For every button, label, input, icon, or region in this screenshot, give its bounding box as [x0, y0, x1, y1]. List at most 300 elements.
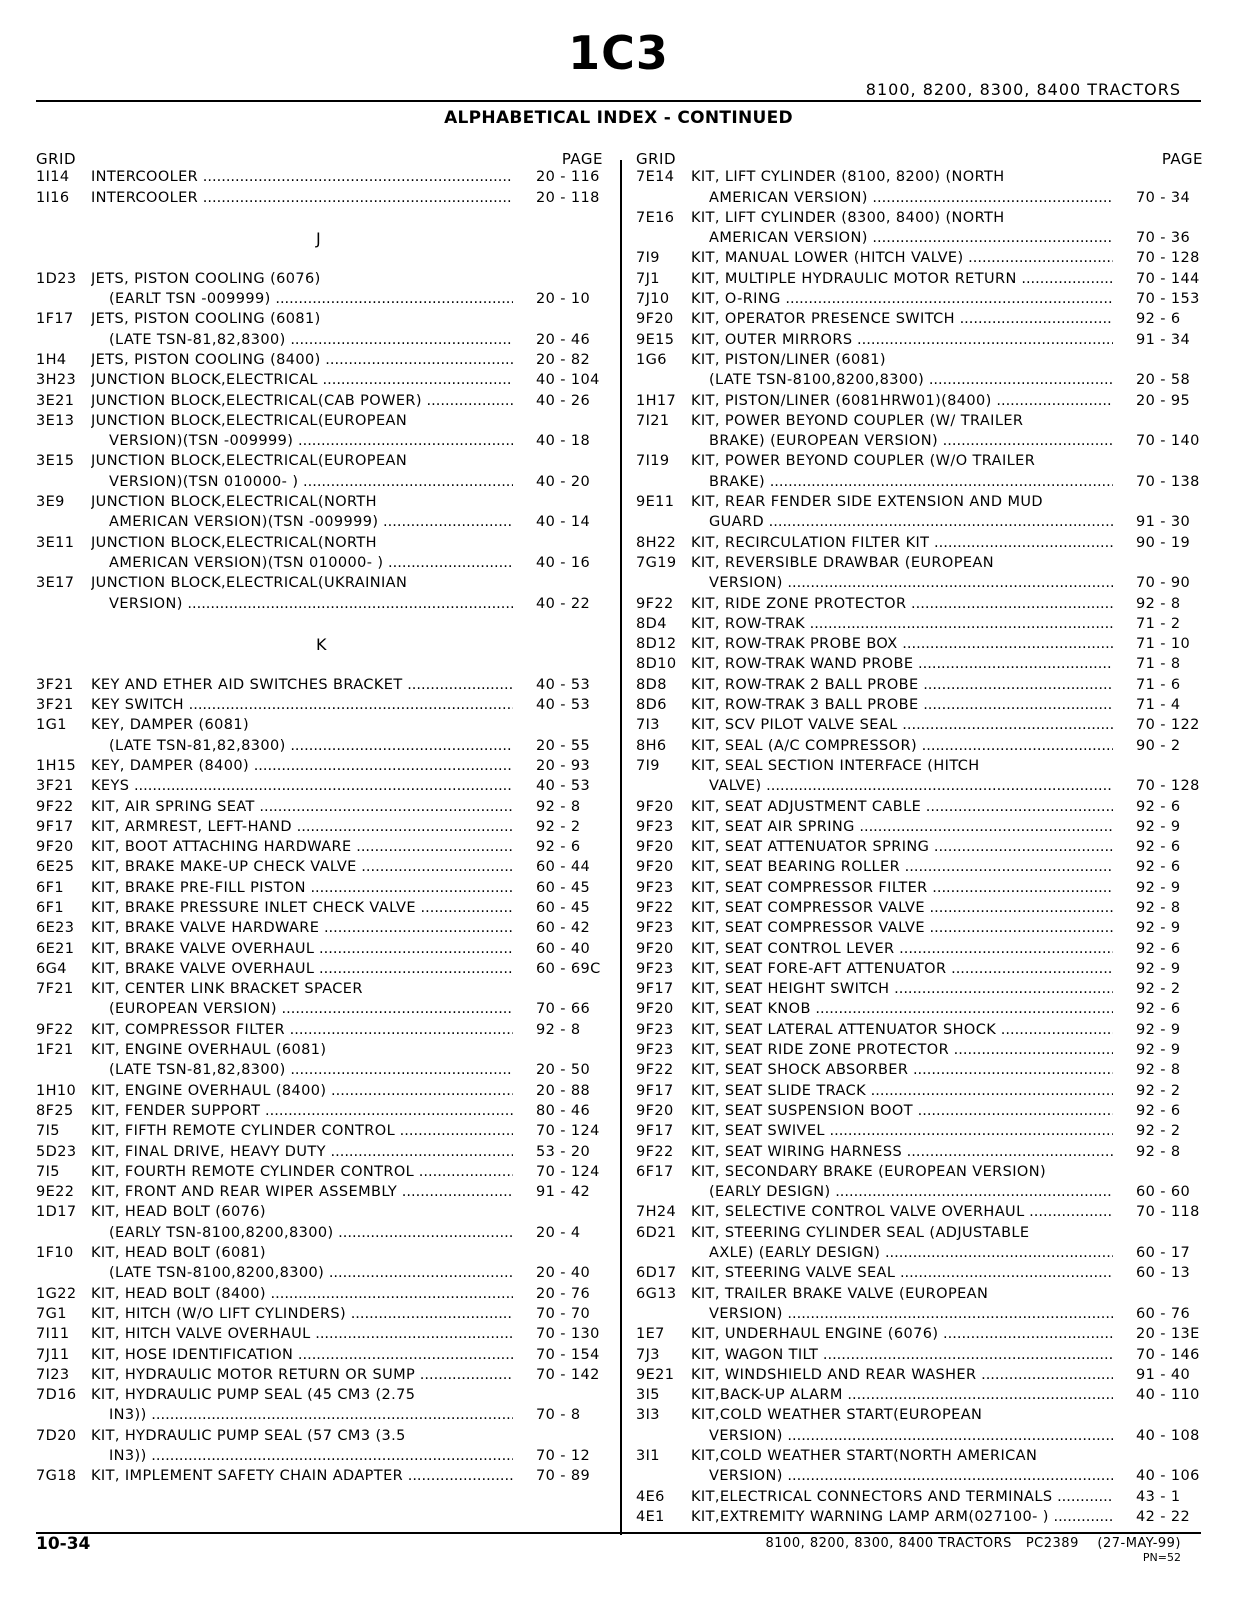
- entry-title: JETS, PISTON COOLING (6076): [91, 270, 321, 287]
- index-entry: [36, 1041, 603, 1061]
- index-entry: [36, 919, 603, 939]
- entry-title: IN3)) .....: [109, 1407, 513, 1423]
- entry-title: (LATE TSN-8100,8200,8300) .....: [709, 372, 1113, 388]
- grid-ref: 6E25: [36, 859, 75, 876]
- grid-ref: 1G6: [636, 351, 667, 368]
- grid-ref: 1H10: [36, 1082, 77, 1099]
- index-entry: [36, 696, 603, 716]
- index-entry: [636, 412, 1203, 432]
- entry-title: (LATE TSN-81,82,8300) .....: [109, 332, 513, 348]
- entry-title: KIT, SEAT AIR SPRING .....: [691, 819, 1113, 835]
- entry-title: KIT, BRAKE VALVE OVERHAUL .....: [91, 941, 513, 957]
- index-entry: [636, 858, 1203, 878]
- grid-ref: 1F21: [36, 1042, 74, 1059]
- page-ref: 60 - 44: [536, 859, 591, 876]
- entry-title: VERSION) .....: [109, 596, 513, 612]
- entry-title: KIT, SECONDARY BRAKE (EUROPEAN VERSION): [691, 1163, 1047, 1180]
- index-entry: [36, 1122, 603, 1142]
- grid-ref: 7G18: [36, 1468, 77, 1485]
- index-entry: [636, 879, 1203, 899]
- entry-title: KIT,EXTREMITY WARNING LAMP ARM(027100- ) .....: [691, 1509, 1113, 1525]
- index-entry: [636, 493, 1203, 513]
- entry-title: KIT, WINDSHIELD AND REAR WASHER .....: [691, 1367, 1113, 1383]
- page-ref: 92 - 6: [1136, 859, 1181, 876]
- entry-title: KIT, FIFTH REMOTE CYLINDER CONTROL .....: [91, 1123, 513, 1139]
- page-ref: 70 - 8: [536, 1407, 581, 1424]
- index-entry-continuation: [36, 554, 603, 574]
- page-ref: 40 - 53: [536, 676, 591, 693]
- grid-ref: 1D17: [36, 1204, 77, 1221]
- index-entry: [636, 534, 1203, 554]
- grid-ref: 3E9: [36, 494, 65, 511]
- spacer: [36, 615, 603, 635]
- index-entry: [636, 980, 1203, 1000]
- entry-title: KIT, HEAD BOLT (8400) .....: [91, 1286, 513, 1302]
- page-ref: 20 - 50: [536, 1062, 591, 1079]
- entry-title: KIT, STEERING CYLINDER SEAL (ADJUSTABLE: [691, 1224, 1030, 1241]
- page-ref: 20 - 93: [536, 757, 591, 774]
- page-number: 10-34: [36, 1534, 91, 1554]
- entry-title: IN3)) .....: [109, 1448, 513, 1464]
- entry-title: VERSION)(TSN 010000- ) .....: [109, 474, 513, 490]
- grid-ref: 8H6: [636, 737, 667, 754]
- index-entry: [636, 919, 1203, 939]
- grid-ref: 5D23: [36, 1143, 77, 1160]
- grid-ref: 9F22: [636, 1143, 674, 1160]
- grid-ref: 3I5: [636, 1387, 660, 1404]
- entry-title: JUNCTION BLOCK,ELECTRICAL .....: [91, 372, 513, 388]
- index-entry: [636, 595, 1203, 615]
- index-entry: [636, 899, 1203, 919]
- page-ref: 92 - 9: [1136, 1042, 1181, 1059]
- index-entry: [36, 189, 603, 209]
- page-ref: 20 - 4: [536, 1224, 581, 1241]
- page-ref: 70 - 142: [536, 1366, 600, 1383]
- entry-title: KIT, FINAL DRIVE, HEAVY DUTY .....: [91, 1144, 513, 1160]
- grid-ref: 6D21: [636, 1224, 677, 1241]
- page-ref: 91 - 42: [536, 1184, 591, 1201]
- page-ref: 92 - 8: [536, 798, 581, 815]
- grid-ref: 1F17: [36, 311, 74, 328]
- entry-title: KIT, WAGON TILT .....: [691, 1347, 1113, 1363]
- entry-title: KIT, AIR SPRING SEAT .....: [91, 799, 513, 815]
- index-entry: [36, 1102, 603, 1122]
- entry-title: (EARLY TSN-8100,8200,8300) .....: [109, 1225, 513, 1241]
- section-code: 1C3: [568, 26, 669, 80]
- grid-ref: 3F21: [36, 697, 74, 714]
- page-ref: 60 - 45: [536, 899, 591, 916]
- entry-title: KIT, SEAT BEARING ROLLER .....: [691, 859, 1113, 875]
- page-ref: 92 - 8: [536, 1021, 581, 1038]
- grid-ref: 8D8: [636, 676, 667, 693]
- grid-ref: 9F20: [636, 1102, 674, 1119]
- grid-ref: 7G19: [636, 554, 677, 571]
- page-ref: 60 - 17: [1136, 1245, 1191, 1262]
- grid-ref: 6D17: [636, 1265, 677, 1282]
- index-column-right: [636, 148, 1203, 1528]
- page-ref: 20 - 40: [536, 1265, 591, 1282]
- grid-ref: 1F10: [36, 1245, 74, 1262]
- index-entry: [636, 1000, 1203, 1020]
- index-entry-continuation: [636, 189, 1203, 209]
- index-entry: [36, 1244, 603, 1264]
- page-ref: 20 - 76: [536, 1285, 591, 1302]
- index-entry: [36, 1183, 603, 1203]
- entry-title: VALVE) .....: [709, 778, 1113, 794]
- grid-ref: 9F22: [636, 899, 674, 916]
- page-ref: 20 - 10: [536, 291, 591, 308]
- grid-ref: 3F21: [36, 778, 74, 795]
- page-ref: 70 - 70: [536, 1305, 591, 1322]
- page-ref: 40 - 104: [536, 372, 600, 389]
- page-ref: 70 - 89: [536, 1468, 591, 1485]
- letter-heading: [36, 229, 603, 249]
- index-entry: [36, 452, 603, 472]
- grid-ref: 8H22: [636, 534, 677, 551]
- entry-title: KIT,COLD WEATHER START(EUROPEAN: [691, 1407, 983, 1424]
- footer-rule: [36, 1532, 1201, 1534]
- grid-ref: 7E16: [636, 209, 675, 226]
- entry-title: KIT, SEAT CONTROL LEVER .....: [691, 941, 1113, 957]
- entry-title: KIT, SEAT COMPRESSOR FILTER .....: [691, 880, 1113, 896]
- entry-title: KIT, SEAT ATTENUATOR SPRING .....: [691, 839, 1113, 855]
- index-entry: [36, 371, 603, 391]
- grid-ref: 9F23: [636, 879, 674, 896]
- grid-ref: 9F22: [636, 1062, 674, 1079]
- grid-ref: 7I23: [36, 1366, 70, 1383]
- letter-heading: [36, 635, 603, 655]
- page-ref: 40 - 22: [536, 595, 591, 612]
- index-entry: [636, 1082, 1203, 1102]
- page-ref: 40 - 110: [1136, 1387, 1200, 1404]
- page-ref: 71 - 4: [1136, 697, 1181, 714]
- index-entry: [636, 270, 1203, 290]
- entry-title: KIT, BRAKE VALVE OVERHAUL .....: [91, 961, 513, 977]
- index-entry: [636, 716, 1203, 736]
- grid-ref: 7E14: [636, 169, 675, 186]
- entry-title: KIT, SELECTIVE CONTROL VALVE OVERHAUL .....: [691, 1204, 1113, 1220]
- index-entry: [636, 249, 1203, 269]
- entry-title: KIT, LIFT CYLINDER (8300, 8400) (NORTH: [691, 209, 1005, 226]
- page-ref: 70 - 154: [536, 1346, 600, 1363]
- index-entry: [36, 798, 603, 818]
- page-ref: 92 - 6: [1136, 1102, 1181, 1119]
- grid-ref: 9F23: [636, 1042, 674, 1059]
- index-entry: [636, 209, 1203, 229]
- grid-ref: 3E21: [36, 392, 75, 409]
- index-entry: [36, 310, 603, 330]
- index-entry: [636, 1021, 1203, 1041]
- page-ref: 70 - 153: [1136, 291, 1200, 308]
- index-entry: [36, 1082, 603, 1102]
- index-entry-continuation: [636, 1467, 1203, 1487]
- entry-title: KIT, BRAKE VALVE HARDWARE .....: [91, 920, 513, 936]
- index-entry: [36, 493, 603, 513]
- grid-ref: 3H23: [36, 372, 77, 389]
- page-ref: 20 - 118: [536, 189, 600, 206]
- index-entry: [636, 1325, 1203, 1345]
- entry-title: BRAKE) .....: [709, 474, 1113, 490]
- page-ref: 71 - 10: [1136, 636, 1191, 653]
- page-ref: 20 - 55: [536, 737, 591, 754]
- index-entry: [36, 757, 603, 777]
- page-ref: 92 - 6: [1136, 1001, 1181, 1018]
- entry-title: KIT, SEAT KNOB .....: [691, 1001, 1113, 1017]
- entry-title: JUNCTION BLOCK,ELECTRICAL(EUROPEAN: [91, 453, 408, 470]
- index-entry: [36, 1386, 603, 1406]
- page-ref: 92 - 2: [536, 818, 581, 835]
- page-ref: 70 - 118: [1136, 1204, 1200, 1221]
- grid-ref: 9F23: [636, 1021, 674, 1038]
- grid-ref: 3E13: [36, 412, 75, 429]
- grid-ref: 9F17: [636, 1082, 674, 1099]
- grid-ref: 1I16: [36, 189, 70, 206]
- page-ref: 92 - 6: [1136, 839, 1181, 856]
- entry-title: KIT, SEAL SECTION INTERFACE (HITCH: [691, 757, 980, 774]
- page-ref: 70 - 128: [1136, 778, 1200, 795]
- page-header: PAGE: [561, 150, 603, 168]
- entry-title: KIT, O-RING .....: [691, 291, 1113, 307]
- page-ref: 70 - 12: [536, 1448, 591, 1464]
- page-ref: 20 - 88: [536, 1082, 591, 1099]
- page-ref: 40 - 26: [536, 392, 591, 409]
- grid-ref: 9F22: [36, 798, 74, 815]
- page-ref: 92 - 9: [1136, 960, 1181, 977]
- index-entry: [636, 655, 1203, 675]
- page-ref: 92 - 8: [1136, 595, 1181, 612]
- entry-title: KIT, SEAT LATERAL ATTENUATOR SHOCK .....: [691, 1022, 1113, 1038]
- entry-title: KIT, REAR FENDER SIDE EXTENSION AND MUD: [691, 494, 1043, 511]
- index-entry: [636, 168, 1203, 188]
- grid-ref: 9F22: [36, 1021, 74, 1038]
- entry-title: KIT, SEAT RIDE ZONE PROTECTOR .....: [691, 1042, 1113, 1058]
- page-ref: 71 - 8: [1136, 656, 1181, 673]
- grid-ref: 1I14: [36, 169, 70, 186]
- spacer: [36, 655, 603, 675]
- page-ref: 60 - 76: [1136, 1305, 1191, 1322]
- page-ref: 40 - 14: [536, 514, 591, 531]
- page-title: ALPHABETICAL INDEX - CONTINUED: [444, 108, 793, 128]
- page-ref: 70 - 66: [536, 1001, 591, 1018]
- index-entry: [636, 1061, 1203, 1081]
- index-entry-continuation: [36, 1061, 603, 1081]
- entry-title: KIT, TRAILER BRAKE VALVE (EUROPEAN: [691, 1285, 989, 1302]
- index-entry: [36, 777, 603, 797]
- entry-title: VERSION) .....: [709, 1428, 1113, 1444]
- grid-ref: 7G1: [36, 1305, 67, 1322]
- page-ref: 20 - 13E: [1136, 1326, 1200, 1343]
- page-ref: 70 - 130: [536, 1326, 600, 1343]
- index-entry: [36, 858, 603, 878]
- page-ref: 53 - 20: [536, 1143, 591, 1160]
- grid-ref: 9F17: [636, 1123, 674, 1140]
- entry-title: KIT, LIFT CYLINDER (8100, 8200) (NORTH: [691, 169, 1005, 186]
- grid-ref: 9F22: [636, 595, 674, 612]
- grid-ref: 8D10: [636, 656, 677, 673]
- index-entry-continuation: [636, 574, 1203, 594]
- entry-title: JETS, PISTON COOLING (8400) .....: [91, 352, 513, 368]
- grid-ref: 1G22: [36, 1285, 77, 1302]
- entry-title: KIT, UNDERHAUL ENGINE (6076) .....: [691, 1326, 1113, 1342]
- grid-ref: 6F1: [36, 899, 64, 916]
- index-entry: [636, 676, 1203, 696]
- page-ref: 92 - 9: [1136, 879, 1181, 896]
- entry-title: KEYS .....: [91, 778, 513, 794]
- index-entry: [636, 757, 1203, 777]
- grid-ref: 6E21: [36, 940, 75, 957]
- page-ref: 92 - 9: [1136, 920, 1181, 937]
- page-ref: 60 - 69C: [536, 960, 601, 977]
- index-entry: [636, 1224, 1203, 1244]
- page-ref: 20 - 116: [536, 169, 600, 186]
- index-entry: [36, 392, 603, 412]
- page-ref: 92 - 2: [1136, 1123, 1181, 1140]
- entry-title: KIT, COMPRESSOR FILTER .....: [91, 1022, 513, 1038]
- grid-ref: 1D23: [36, 270, 77, 287]
- entry-title: KIT, STEERING VALVE SEAL .....: [691, 1265, 1113, 1281]
- index-entry: [36, 818, 603, 838]
- page-ref: 20 - 46: [536, 331, 591, 348]
- page-ref: 92 - 2: [1136, 1082, 1181, 1099]
- entry-title: KIT, ENGINE OVERHAUL (8400) .....: [91, 1083, 513, 1099]
- grid-ref: 9F20: [36, 839, 74, 856]
- page-ref: 60 - 40: [536, 940, 591, 957]
- header-models: 8100, 8200, 8300, 8400 TRACTORS: [865, 80, 1181, 99]
- entry-title: KIT, POWER BEYOND COUPLER (W/ TRAILER: [691, 412, 1024, 429]
- entry-title: KIT, FENDER SUPPORT .....: [91, 1103, 513, 1119]
- page-ref: 70 - 128: [1136, 250, 1200, 267]
- entry-title: AMERICAN VERSION) .....: [709, 230, 1113, 246]
- entry-title: KIT, HOSE IDENTIFICATION .....: [91, 1347, 513, 1363]
- page-ref: 40 - 106: [1136, 1468, 1200, 1485]
- index-entry-continuation: [36, 1447, 603, 1467]
- entry-title: VERSION) .....: [709, 575, 1113, 591]
- page-ref: 60 - 42: [536, 920, 591, 937]
- entry-title: KIT, HEAD BOLT (6076): [91, 1204, 266, 1221]
- index-entry: [636, 1203, 1203, 1223]
- entry-title: KIT, FOURTH REMOTE CYLINDER CONTROL .....: [91, 1164, 513, 1180]
- page-ref: 70 - 146: [1136, 1346, 1200, 1363]
- page-ref: 60 - 45: [536, 879, 591, 896]
- entry-title: KIT, ROW-TRAK WAND PROBE .....: [691, 656, 1113, 672]
- index-entry-continuation: [636, 473, 1203, 493]
- index-entry: [636, 554, 1203, 574]
- entry-title: KIT, SEAT SWIVEL .....: [691, 1123, 1113, 1139]
- grid-ref: 1G1: [36, 717, 67, 734]
- entry-title: KIT, HITCH (W/O LIFT CYLINDERS) .....: [91, 1306, 513, 1322]
- index-entry: [36, 940, 603, 960]
- index-entry: [636, 1346, 1203, 1366]
- index-entry: [36, 899, 603, 919]
- index-entry: [636, 290, 1203, 310]
- page-ref: 70 - 90: [1136, 575, 1191, 592]
- entry-title: AXLE) (EARLY DESIGN) .....: [709, 1245, 1113, 1261]
- grid-ref: 9E21: [636, 1366, 675, 1383]
- entry-title: KIT, FRONT AND REAR WIPER ASSEMBLY .....: [91, 1184, 513, 1200]
- index-entry: [636, 1102, 1203, 1122]
- grid-ref: 8D4: [636, 615, 667, 632]
- entry-title: (EUROPEAN VERSION) .....: [109, 1001, 513, 1017]
- index-entry-continuation: [36, 1406, 603, 1426]
- page-ref: 70 - 36: [1136, 230, 1191, 247]
- entry-title: INTERCOOLER .....: [91, 169, 513, 185]
- index-entry: [36, 879, 603, 899]
- index-entry: [636, 1264, 1203, 1284]
- entry-title: KIT, OUTER MIRRORS .....: [691, 332, 1113, 348]
- index-entry: [36, 1203, 603, 1223]
- index-entry-continuation: [36, 1000, 603, 1020]
- entry-title: KIT, CENTER LINK BRACKET SPACER: [91, 981, 363, 998]
- index-entry: [636, 1143, 1203, 1163]
- footer-info: [766, 1536, 1181, 1551]
- index-entry: [636, 1285, 1203, 1305]
- index-entry-continuation: [36, 513, 603, 533]
- entry-title: KEY, DAMPER (8400) .....: [91, 758, 513, 774]
- entry-title: KIT, ENGINE OVERHAUL (6081): [91, 1042, 327, 1059]
- grid-ref: 3E17: [36, 575, 75, 592]
- index-entry-continuation: [636, 1244, 1203, 1264]
- index-entry: [36, 1467, 603, 1487]
- entry-title: KIT, REVERSIBLE DRAWBAR (EUROPEAN: [691, 554, 994, 571]
- entry-title: KIT, POWER BEYOND COUPLER (W/O TRAILER: [691, 453, 1036, 470]
- footer-date: (27-MAY-99): [1097, 1536, 1181, 1551]
- grid-ref: 7I19: [636, 453, 670, 470]
- entry-title: KIT, RECIRCULATION FILTER KIT .....: [691, 535, 1113, 551]
- page-ref: 92 - 9: [1136, 818, 1181, 835]
- page-ref: 90 - 19: [1136, 534, 1191, 551]
- entry-title: KIT, SEAT HEIGHT SWITCH .....: [691, 981, 1113, 997]
- entry-title: KIT, HYDRAULIC PUMP SEAL (57 CM3 (3.5: [91, 1427, 406, 1444]
- index-entry-continuation: [636, 513, 1203, 533]
- grid-ref: 7F21: [36, 981, 74, 998]
- grid-ref: 3E15: [36, 453, 75, 470]
- page-ref: 70 - 122: [1136, 717, 1200, 734]
- page-ref: 40 - 53: [536, 778, 591, 795]
- index-entry: [36, 351, 603, 371]
- index-entry-continuation: [636, 1305, 1203, 1325]
- page-ref: 70 - 140: [1136, 433, 1200, 450]
- index-entry: [36, 1325, 603, 1345]
- page-ref: 92 - 6: [1136, 311, 1181, 328]
- entry-title: KIT, SEAT WIRING HARNESS .....: [691, 1144, 1113, 1160]
- page-ref: 40 - 16: [536, 554, 591, 571]
- index-entry: [636, 1447, 1203, 1467]
- column-header: [36, 148, 603, 168]
- grid-ref: 9F23: [636, 920, 674, 937]
- index-entry: [636, 818, 1203, 838]
- index-entry: [36, 574, 603, 594]
- entry-title: KIT, PISTON/LINER (6081): [691, 351, 886, 368]
- entry-title: JUNCTION BLOCK,ELECTRICAL(NORTH: [91, 534, 377, 551]
- grid-ref: 7I9: [636, 757, 660, 774]
- index-entry: [36, 676, 603, 696]
- index-entry: [636, 1406, 1203, 1426]
- grid-ref: 1H15: [36, 757, 77, 774]
- entry-title: KIT, HYDRAULIC MOTOR RETURN OR SUMP .....: [91, 1367, 513, 1383]
- page-ref: 20 - 82: [536, 351, 591, 368]
- page-ref: 92 - 6: [1136, 798, 1181, 815]
- page-ref: 92 - 2: [1136, 981, 1181, 998]
- grid-ref: 6F1: [36, 879, 64, 896]
- page-ref: 70 - 34: [1136, 189, 1191, 206]
- entry-title: KIT, BRAKE PRESSURE INLET CHECK VALVE .....: [91, 900, 513, 916]
- grid-ref: 9F20: [636, 940, 674, 957]
- page-ref: 91 - 34: [1136, 331, 1191, 348]
- footer-pn: PN=52: [1142, 1551, 1181, 1564]
- footer-models: 8100, 8200, 8300, 8400 TRACTORS: [765, 1536, 1012, 1551]
- index-entry: [636, 1488, 1203, 1508]
- grid-ref: 7J3: [636, 1346, 660, 1363]
